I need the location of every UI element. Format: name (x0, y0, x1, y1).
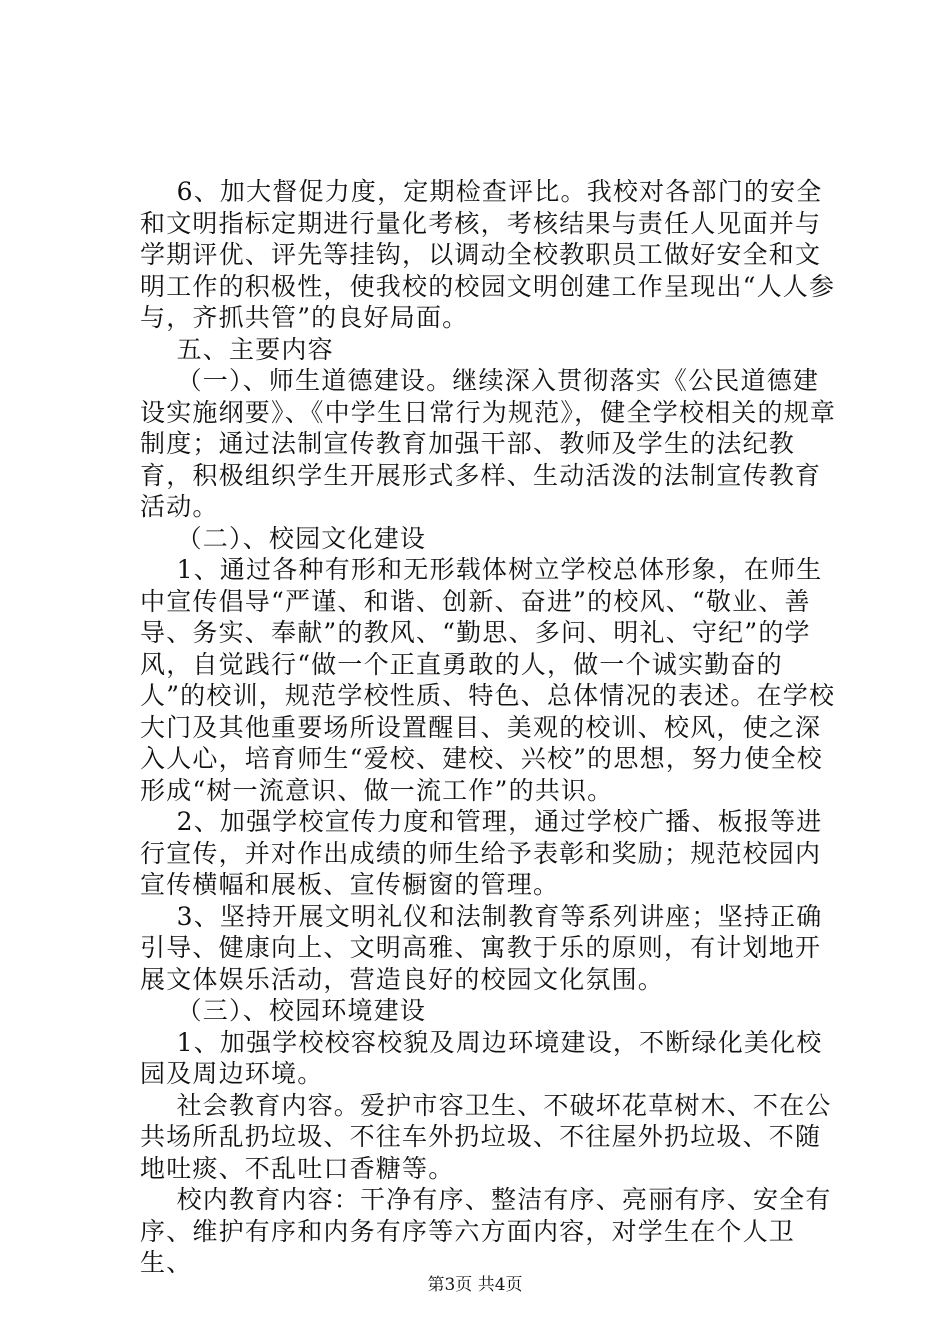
paragraph-moral-construction: （一）、师生道德建设。继续深入贯彻落实《公民道德建设实施纲要》、《中学生日常行为规范》，健全学校相关的规章制度；通过法制宣传教育加强干部、教师及学生的法纪教育，积极组织学生开展形式多样、生动活泼的法制宣传教育活动。 (140, 366, 837, 521)
paragraph-supervision: 6、加大督促力度，定期检查评比。我校对各部门的安全和文明指标定期进行量化考核，考核结果与责任人见面并与学期评优、评先等挂钩，以调动全校教职员工做好安全和文明工作的积极性，使我校的校园文明创建工作呈现出“人人参与，齐抓共管”的良好局面。 (140, 177, 836, 332)
paragraph-culture-item-2: 2、加强学校宣传力度和管理，通过学校广播、板报等进行宣传，并对作出成绩的师生给予表彰和奖励；规范校园内宣传横幅和展板、宣传橱窗的管理。 (140, 807, 823, 899)
page-number-footer: 第3页 共4页 (427, 1275, 523, 1295)
paragraph-culture-item-1: 1、通过各种有形和无形载体树立学校总体形象，在师生中宣传倡导“严谨、和谐、创新、奋进”的校风、“敬业、善导、务实、奉献”的教风、“勤思、多问、明礼、守纪”的学风，自觉践行“做一个正直勇敢的人，做一个诚实勤奋的人”的校训，规范学校性质、特色、总体情况的表述。在学校大门及其他重要场所设置醒目、美观的校训、校风，使之深入人心，培育师生“爱校、建校、兴校”的思想，努力使全校形成“树一流意识、做一流工作”的共识。 (140, 555, 836, 805)
paragraph-school-education: 校内教育内容：干净有序、整洁有序、亮丽有序、安全有序、维护有序和内务有序等六方面内容，对学生在个人卫生、 (140, 1185, 832, 1277)
heading-campus-culture: （二）、校园文化建设 (140, 523, 427, 553)
paragraph-environment-item-1: 1、加强学校校容校貌及周边环境建设，不断绿化美化校园及周边环境。 (140, 1027, 823, 1088)
paragraph-culture-item-3: 3、坚持开展文明礼仪和法制教育等系列讲座；坚持正确引导、健康向上、文明高雅、寓教于乐的原则，有计划地开展文体娱乐活动，营造良好的校园文化氛围。 (140, 901, 823, 994)
document-body (140, 176, 840, 1279)
paragraph-social-education: 社会教育内容。爱护市容卫生、不破坏花草树木、不在公共场所乱扔垃圾、不往车外扔垃圾、不往屋外扔垃圾、不随地吐痰、不乱吐口香糖等。 (140, 1090, 832, 1183)
heading-campus-environment: （三）、校园环境建设 (140, 996, 427, 1025)
heading-main-content: 五、主要内容 (140, 334, 334, 364)
